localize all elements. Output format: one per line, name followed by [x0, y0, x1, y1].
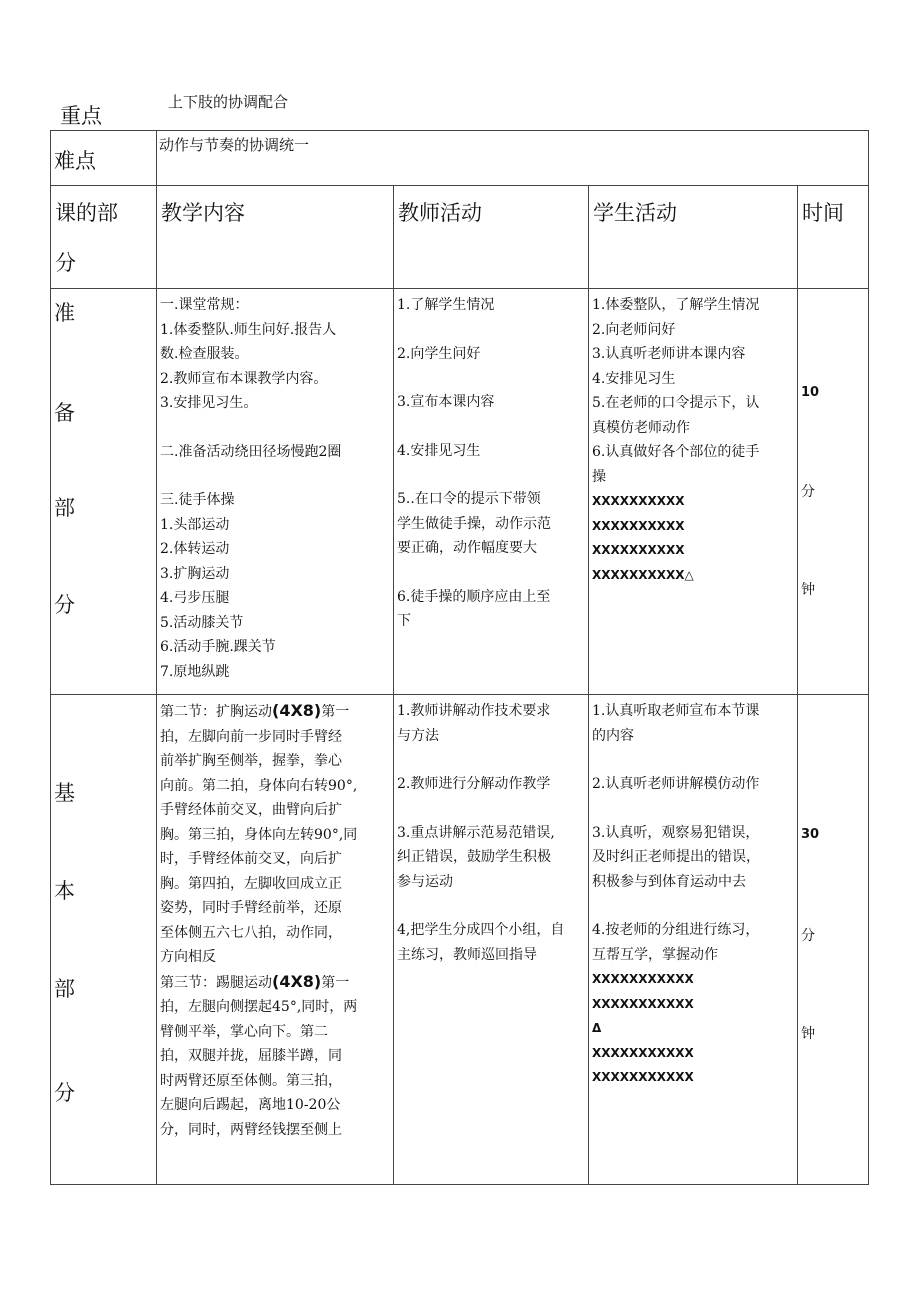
formation-line: XXXXXXXXXX — [592, 543, 685, 557]
difficulty-label: 难点 — [54, 149, 96, 173]
prep-time-unit: 分 — [801, 484, 815, 500]
header-time: 时间 — [802, 201, 844, 225]
prep-content-cell — [157, 289, 394, 695]
content-line: 数.检查服装。 — [160, 346, 249, 362]
main-time-num: 30 — [801, 827, 820, 842]
main-content-cell — [157, 695, 394, 1185]
main-formation — [589, 967, 797, 1090]
teacher-line: 4,把学生分成四个小组，自 — [397, 922, 565, 938]
teacher-line: 5..在口令的提示下带领 — [397, 491, 541, 507]
teacher-line: 3.宣布本课内容 — [397, 394, 495, 410]
header-student-cell — [589, 186, 798, 289]
main-content — [157, 695, 393, 1142]
content-line: 2.教师宣布本课教学内容。 — [160, 370, 328, 387]
teacher-line: 4.安排见习生 — [397, 442, 481, 459]
content-line: 手臂经体前交叉，曲臂向后扩 — [160, 802, 342, 818]
student-line: 1.体委整队，了解学生情况 — [592, 297, 760, 313]
teacher-line — [397, 894, 585, 918]
content-line: 姿势，同时手臂经前举，还原 — [160, 900, 342, 916]
main-part-char: 本 — [54, 879, 75, 903]
prep-formation — [589, 489, 797, 587]
main-part-char: 分 — [54, 1081, 75, 1105]
student-line — [592, 797, 794, 821]
formation-line: Δ — [592, 1021, 602, 1035]
column-header-row — [51, 186, 869, 289]
prep-time-num: 10 — [801, 385, 820, 400]
difficulty-label-cell — [51, 131, 157, 186]
prep-time-cell — [798, 289, 869, 695]
teacher-line: 要正确，动作幅度要大 — [397, 540, 537, 556]
content-line: 6.活动手腕.踝关节 — [160, 639, 276, 655]
header-content-cell — [157, 186, 394, 289]
main-row — [51, 695, 869, 1185]
content-line: 时，手臂经体前交叉，向后扩 — [160, 851, 342, 867]
teacher-line — [397, 463, 585, 487]
student-line: 6.认真做好各个部位的徒手 — [592, 444, 760, 460]
content-line: 方向相反 — [160, 949, 216, 965]
content-line: 第二节：扩胸运动(4X8)第一 — [160, 701, 350, 720]
teacher-line: 下 — [397, 613, 411, 629]
prep-student-cell — [589, 289, 798, 695]
content-line: 一.课堂常规： — [160, 297, 249, 313]
teacher-line: 主练习，教师巡回指导 — [397, 946, 537, 963]
teacher-line: 纠正错误，鼓励学生积极 — [397, 849, 551, 865]
student-line — [592, 894, 794, 918]
prep-part-cell — [51, 289, 157, 695]
teacher-line: 学生做徒手操，动作示范 — [397, 515, 551, 532]
prep-part-char: 部 — [54, 496, 75, 520]
content-line: 1.头部运动 — [160, 516, 230, 533]
formation-line: XXXXXXXXXX — [592, 494, 685, 508]
teacher-line — [397, 797, 585, 821]
teacher-line: 2.向学生问好 — [397, 345, 481, 362]
content-line: 第三节：踢腿运动(4X8)第一 — [160, 971, 350, 991]
prep-row — [51, 289, 869, 695]
prep-time-unit: 钟 — [801, 582, 815, 598]
formation-line: XXXXXXXXXX — [592, 518, 685, 533]
teacher-line: 1.教师讲解动作技术要求 — [397, 703, 551, 719]
main-teacher — [394, 695, 588, 967]
formation-line: XXXXXXXXXXX — [592, 1070, 694, 1084]
main-student — [589, 695, 797, 967]
student-line: 的内容 — [592, 727, 634, 744]
teacher-line: 参与运动 — [397, 873, 453, 890]
content-line: 向前。第二拍，身体向右转90°, — [160, 777, 358, 794]
teacher-line — [397, 318, 585, 342]
header-part-line-1: 课的部 — [55, 201, 118, 225]
difficulty-row — [51, 131, 869, 186]
formation-line: XXXXXXXXXXX — [592, 996, 694, 1011]
difficulty-text-cell — [157, 131, 869, 186]
content-line — [160, 464, 390, 488]
main-time-unit: 钟 — [801, 1026, 815, 1042]
student-line — [592, 748, 794, 772]
content-line: 拍，双腿并拢，屈膝半蹲，同 — [160, 1048, 342, 1064]
content-line: 1.体委整队.师生问好.报告人 — [160, 321, 337, 338]
student-line: 互帮互学，掌握动作 — [592, 946, 718, 963]
key-point-text: 上下肢的协调配合 — [168, 93, 289, 111]
header-time-cell — [798, 186, 869, 289]
main-part-char: 基 — [54, 781, 75, 805]
header-student: 学生活动 — [593, 201, 677, 225]
student-line: 2.向老师问好 — [592, 321, 676, 338]
main-time-cell — [798, 695, 869, 1185]
main-part-char: 部 — [54, 977, 75, 1001]
content-line: 2.体转运动 — [160, 541, 230, 557]
header-teacher-cell — [394, 186, 589, 289]
student-line: 操 — [592, 468, 606, 485]
content-line: 胸。第四拍，左脚收回成立正 — [160, 875, 342, 892]
teacher-line: 2.教师进行分解动作教学 — [397, 776, 551, 792]
header-teacher: 教师活动 — [398, 201, 482, 225]
content-line: 臂侧平举，掌心向下。第二 — [160, 1023, 328, 1040]
content-line: 前举扩胸至侧举，握拳，拳心 — [160, 753, 342, 769]
prep-teacher-cell — [394, 289, 589, 695]
main-student-cell — [589, 695, 798, 1185]
teacher-line: 6.徒手操的顺序应由上至 — [397, 588, 551, 605]
content-line: 7.原地纵跳 — [160, 663, 230, 680]
student-line: 1.认真听取老师宣布本节课 — [592, 703, 760, 719]
content-line: 胸。第三拍，身体向左转90°,同 — [160, 826, 358, 843]
student-line: 3.认真听老师讲本课内容 — [592, 346, 746, 362]
teacher-line — [397, 748, 585, 772]
content-line: 左腿向后踢起，离地10-20公 — [160, 1097, 341, 1113]
prep-part-char: 备 — [54, 401, 75, 425]
difficulty-text: 动作与节奏的协调统一 — [159, 136, 310, 154]
teacher-line: 1.了解学生情况 — [397, 297, 495, 313]
student-line: 真模仿老师动作 — [592, 419, 690, 436]
student-line: 积极参与到体育运动中去 — [592, 873, 746, 890]
teacher-line — [397, 415, 585, 439]
content-line — [160, 416, 390, 440]
teacher-line: 3.重点讲解示范易范错误, — [397, 824, 555, 841]
teacher-line — [397, 561, 585, 585]
header-part-line-2: 分 — [55, 251, 76, 275]
content-line: 三.徒手体操 — [160, 492, 235, 508]
student-line: 4.按老师的分组进行练习， — [592, 922, 760, 938]
prep-part-char: 准 — [54, 301, 75, 325]
student-line: 及时纠正老师提出的错误， — [592, 849, 760, 865]
main-teacher-cell — [394, 695, 589, 1185]
teacher-line: 与方法 — [397, 727, 439, 744]
formation-line: XXXXXXXXXXX — [592, 1045, 694, 1060]
content-line: 3.安排见习生。 — [160, 395, 258, 411]
content-line: 拍，左脚向前一步同时手臂经 — [160, 728, 342, 745]
content-line: 拍，左腿向侧摆起45°,同时，两 — [160, 999, 358, 1015]
formation-line: XXXXXXXXXX△ — [592, 567, 694, 582]
student-line: 5.在老师的口令提示下，认 — [592, 395, 760, 411]
count-marker: (4X8) — [272, 701, 322, 720]
main-time-unit: 分 — [801, 928, 815, 944]
content-line: 分，同时，两臂经钱摆至侧上 — [160, 1121, 342, 1138]
key-point-label: 重点 — [60, 104, 102, 128]
prep-content — [157, 289, 393, 684]
student-line: 2.认真听老师讲解模仿动作 — [592, 776, 760, 792]
student-line: 4.安排见习生 — [592, 370, 676, 387]
content-line: 5.活动膝关节 — [160, 614, 244, 631]
header-content: 教学内容 — [161, 201, 245, 225]
content-line: 二.准备活动绕田径场慢跑2圈 — [160, 443, 342, 460]
formation-line: XXXXXXXXXXX — [592, 972, 694, 986]
prep-student — [589, 289, 797, 489]
lesson-plan-table — [50, 130, 869, 1185]
content-line: 至体侧五六七八拍，动作同， — [160, 924, 342, 941]
student-line: 3.认真听，观察易犯错误， — [592, 824, 760, 841]
content-line: 4.弓步压腿 — [160, 590, 230, 606]
count-marker: (4X8) — [272, 971, 322, 991]
content-line: 时两臂还原至体侧。第三拍， — [160, 1072, 342, 1089]
prep-part-char: 分 — [54, 593, 75, 617]
content-line: 3.扩胸运动 — [160, 565, 230, 582]
prep-teacher — [394, 289, 588, 634]
header-part-cell — [51, 186, 157, 289]
teacher-line — [397, 366, 585, 390]
main-part-cell — [51, 695, 157, 1185]
